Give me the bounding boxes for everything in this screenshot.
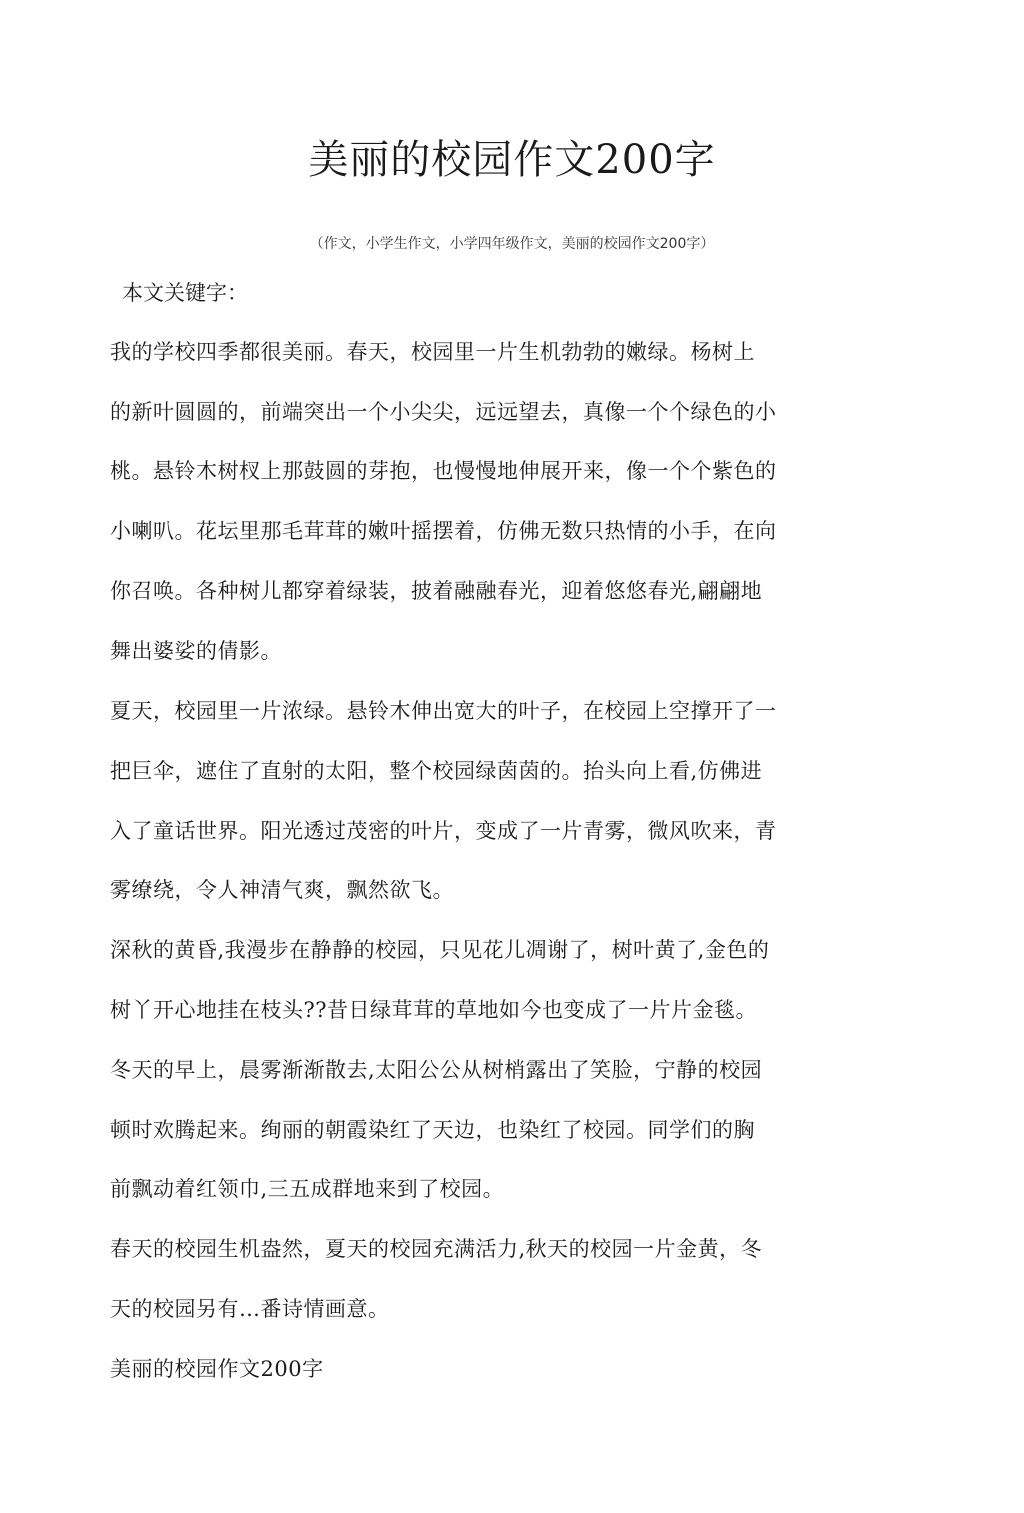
closing-title [110,1354,860,1384]
paragraph-winter-line-3 [110,1174,860,1204]
paragraph-line: 树丫开心地挂在枝头??昔日绿茸茸的草地如今也变成了一片片金毯。 [110,998,758,1022]
paragraph-line: 春天的校园生机盎然，夏天的校园充满活力,秋天的校园一片金黄，冬 [110,1237,763,1261]
paragraph-summer-line-3 [110,816,860,846]
paragraph-spring-line-6 [110,636,860,666]
paragraph-summer [110,696,860,726]
paragraph-spring-line-3 [110,456,860,486]
paragraph-summary [110,1234,860,1264]
paragraph-summer-line-4 [110,875,860,905]
keywords-label: 本文关键字： [122,281,248,305]
paragraph-winter [110,1055,860,1085]
paragraph-line: 入了童话世界。阳光透过茂密的叶片，变成了一片青雾，微风吹来，青 [110,819,777,843]
paragraph-autumn-line-2 [110,995,860,1025]
paragraph-spring [110,337,860,367]
paragraph-line: 雾缭绕，令人神清气爽，飘然欲飞。 [110,878,454,902]
paragraph-spring-line-5 [110,576,860,606]
paragraph-line: 前飘动着红领巾,三五成群地来到了校园。 [110,1177,505,1201]
paragraph-line: 我的学校四季都很美丽。春天，校园里一片生机勃勃的嫩绿。杨树上 [110,340,755,364]
paragraph-summary-line-2 [110,1294,860,1324]
paragraph-line: 舞出婆娑的倩影。 [110,639,282,663]
paragraph-line: 的新叶圆圆的，前端突出一个小尖尖，远远望去，真像一个个绿色的小 [110,400,777,424]
paragraph-line: 桃。悬铃木树杈上那鼓圆的芽抱，也慢慢地伸展开来，像一个个紫色的 [110,459,777,483]
paragraph-autumn [110,935,860,965]
paragraph-summer-line-2 [110,756,860,786]
paragraph-line: 冬天的早上，晨雾渐渐散去,太阳公公从树梢露出了笑脸，宁静的校园 [110,1058,763,1082]
paragraph-line: 把巨伞，遮住了直射的太阳，整个校园绿茵茵的。抬头向上看,仿佛进 [110,759,763,783]
paragraph-line: 你召唤。各种树儿都穿着绿装，披着融融春光，迎着悠悠春光,翩翩地 [110,579,763,603]
paragraph-line: 美丽的校园作文200字 [110,1357,324,1381]
paragraph-winter-line-2 [110,1115,860,1145]
paragraph-spring-line-2 [110,397,860,427]
document-title: 美丽的校园作文200字 [308,137,716,183]
paragraph-line: 顿时欢腾起来。绚丽的朝霞染红了天边，也染红了校园。同学们的胸 [110,1118,755,1142]
paragraph-spring-line-4 [110,516,860,546]
paragraph-line: 天的校园另有…番诗情画意。 [110,1297,390,1321]
paragraph-line: 深秋的黄昏,我漫步在静静的校园，只见花儿凋谢了，树叶黄了,金色的 [110,938,770,962]
paragraph-line: 夏天，校园里一片浓绿。悬铃木伸出宽大的叶子，在校园上空撑开了一 [110,699,777,723]
paragraph-line: 小喇叭。花坛里那毛茸茸的嫩叶摇摆着，仿佛无数只热情的小手，在向 [110,519,777,543]
document-tags: （作文，小学生作文，小学四年级作文，美丽的校园作文200字） [309,236,715,252]
